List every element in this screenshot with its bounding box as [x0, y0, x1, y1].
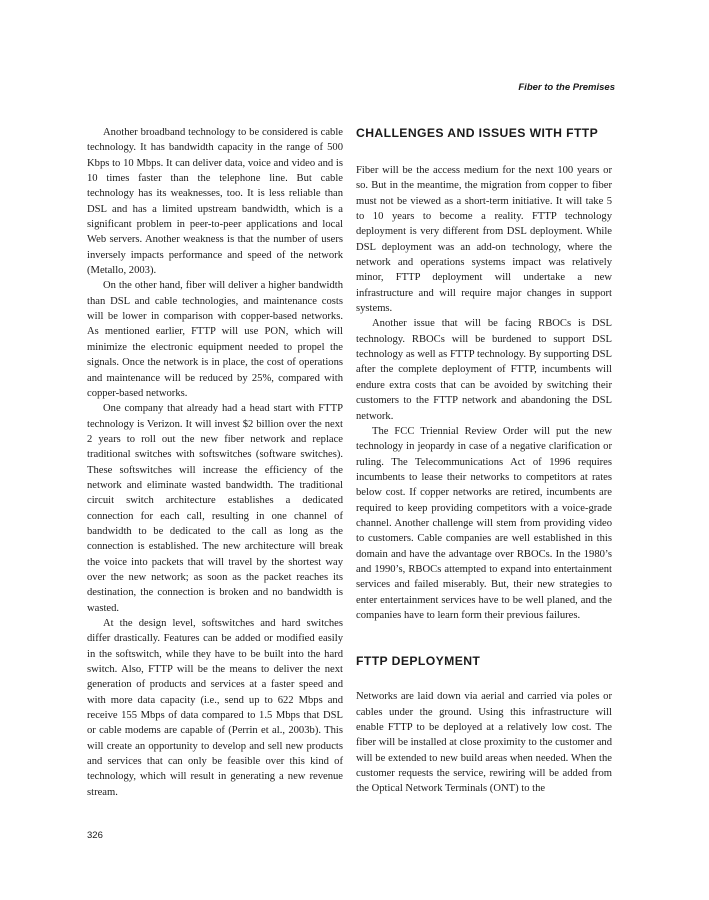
paragraph-fcc-order: The FCC Triennial Review Order will put the new technology in jeopardy in case of a negative clarification or ruling. The Telecommunications Act of 1996 requires incumbents to lease their networks to competitors at rates below cost. If copper networks are retired, incumbents are required to keep providing competitors with a voice-grade channel. Another challenge will stem from providing video to customers. Cable companies are well established in this domain and have the advantage over RBOCs. In the 1980’s and 1990’s, RBOCs attempted to expand into entertainment services and failed miserably. But, their new strategies to enter entertainment services have to be well planed, and the companies have to learn form their previous failures. [356, 425, 612, 621]
paragraph-dsl-issue: Another issue that will be facing RBOCs is DSL technology. RBOCs will be burdened to support DSL technology as well as FTTP technology. By supporting DSL after the complete deployment of FTTP, incumbents will endure extra costs that can be avoided by switching their customers to the FTTP network and abandoning the DSL network. [356, 318, 612, 422]
running-head: Fiber to the Premises [518, 82, 615, 93]
page-number: 326 [87, 830, 103, 841]
section-heading-challenges: CHALLENGES AND ISSUES WITH FTTP [356, 126, 599, 140]
section-heading-deployment: FTTP DEPLOYMENT [356, 654, 481, 669]
paragraph-access-medium: Fiber will be the access medium for the next 100 years or so. But in the meantime, the migration from copper to fiber must not be viewed as a short-term initiative. It will take 5 to 10 years to become a reality. FTTP technology deployment is very different from DSL deployment. While DSL deployment was an add-on technology, where the network and operations systems impact was relatively minor, FTTP deployment will undertake a new infrastructure and will require major changes in support systems. [356, 165, 612, 315]
paragraph-networks-laid: Networks are laid down via aerial and carried via poles or cables under the ground. Using this infrastructure will enable FTTP to be deployed at a relatively low cost. The fiber will be installed at close proximity to the customer and will be extended to new build areas when needed. When the customer requests the service, rewiring will be added from the Optical Network Terminals (ONT) to the [356, 691, 612, 795]
paragraph-cable-technology: Another broadband technology to be considered is cable technology. It has bandwidth capacity in the range of 500 Kbps to 10 Mbps. It can deliver data, voice and video and is 10 times faster than the telephone line. But cable technology has its weaknesses, too. It is less reliable than DSL and has a limited upstream bandwidth, which is a significant problem in peer-to-peer applications and local Web servers. Another weakness is that the number of users inversely impacts performance and speed of the network (Metallo, 2003). [87, 127, 343, 277]
right-column [356, 125, 612, 797]
paragraph-softswitches: At the design level, softswitches and hard switches differ drastically. Features can be added or modified easily in the softswitch, while they have to be built into the hard switch. Also, FTTP will be the means to deliver the next generation of products and services at a faster speed and with more data capacity (i.e., send up to 622 Mbps and receive 155 Mbps of data compared to 1.5 Mbps that DSL or cable modems are capable of (Perrin et al., 2003b). This will create an opportunity to develop and sell new products and services that can only be feasible over this kind of technology, which will result in generating a new revenue stream. [87, 618, 343, 798]
paragraph-verizon: One company that already had a head start with FTTP technology is Verizon. It will invest $2 billion over the next 2 years to roll out the new fiber network and replace traditional switches with softswitches (software switches). These softswitches will increase the efficiency of the network and eliminate wasted bandwidth. The traditional circuit switch architecture establishes a dedicated connection for each call, resulting in one channel of bandwidth to be dedicated to the call as long as the connection is established. The new architecture will break the voice into packets that will travel by the shortest way over the new network; as soon as the packet reaches its destination, the connection is broken and no bandwidth is wasted. [87, 403, 343, 614]
paragraph-fiber-bandwidth: On the other hand, fiber will deliver a higher bandwidth than DSL and cable technologies, and maintenance costs will be lower in comparison with copper-based networks. As mentioned earlier, FTTP will use PON, which will minimize the electronic equipment needed to propel the signals. Once the network is in place, the cost of operations and maintenance will be reduced by 25%, compared with copper-based networks. [87, 280, 343, 399]
left-column [87, 125, 343, 800]
